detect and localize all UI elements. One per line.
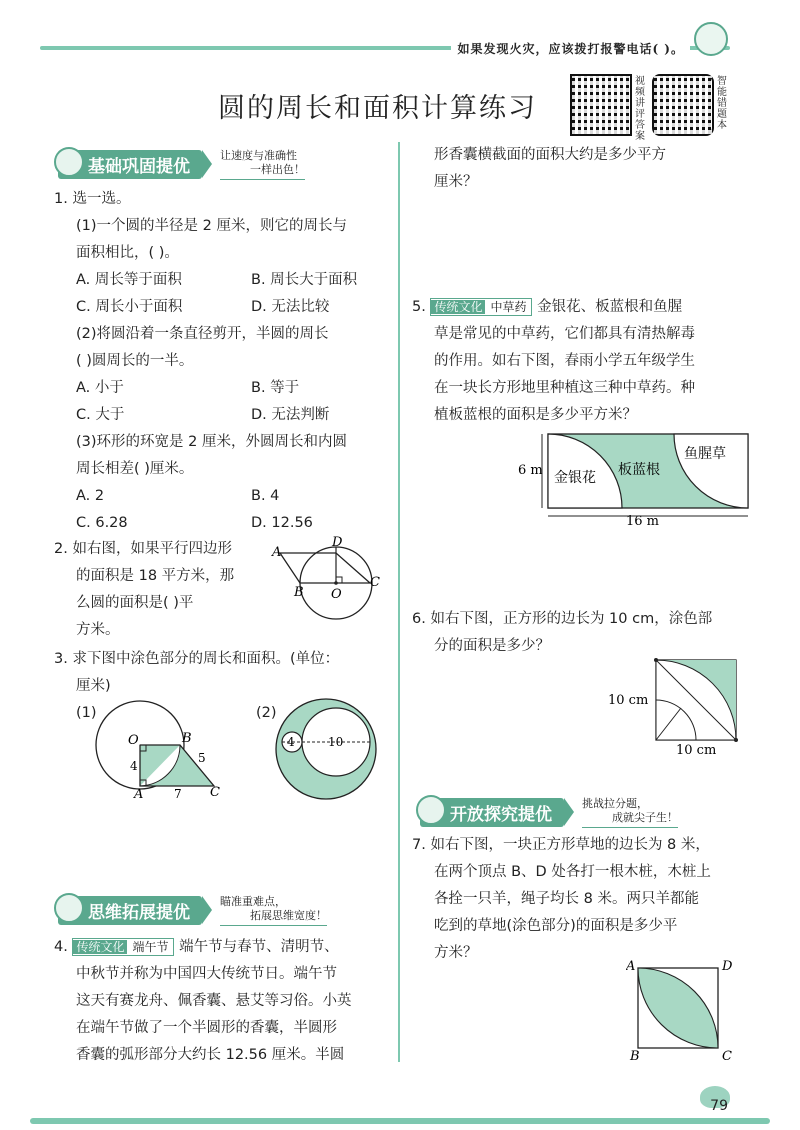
q4-tag: 传统文化 端午节 bbox=[72, 938, 174, 956]
q2-line4: 方米。 bbox=[76, 622, 120, 638]
q2-line2: 的面积是 18 平方米，那 bbox=[76, 568, 235, 584]
qr1-caption: 视频讲评答案 bbox=[635, 76, 645, 142]
q2-label-o: O bbox=[331, 587, 342, 602]
q1-p1-line1: (1)一个圆的半径是 2 厘米，则它的周长与 bbox=[76, 218, 347, 234]
q1-p3-option-c[interactable]: C. 6.28 bbox=[76, 515, 128, 531]
q2-label-d: D bbox=[332, 536, 343, 550]
q1-num: 1. bbox=[54, 191, 68, 207]
q3-fig2-label: (2) bbox=[256, 705, 277, 721]
q6-line2: 分的面积是多少？ bbox=[434, 638, 550, 654]
q1-p3-line2: 周长相差( )厘米。 bbox=[76, 461, 194, 477]
question-6 bbox=[412, 606, 752, 660]
q2-label-a: A bbox=[272, 545, 282, 560]
q6-label-width: 10 cm bbox=[676, 743, 717, 758]
qr-code-video bbox=[570, 74, 632, 136]
q3a-num-5: 5 bbox=[198, 751, 206, 765]
question-1 bbox=[54, 186, 389, 537]
q3a-num-7: 7 bbox=[174, 787, 182, 800]
q2-line3: 么圆的面积是( )平 bbox=[76, 595, 194, 611]
q1-p2-line1: (2)将圆沿着一条直径剪开，半圆的周长 bbox=[76, 326, 329, 342]
top-notice: 如果发现火灾，应该拨打报警电话( )。 bbox=[451, 40, 690, 57]
q4-continued bbox=[434, 142, 754, 196]
satellite-icon bbox=[416, 795, 446, 825]
q3b-num-4: 4 bbox=[287, 735, 295, 749]
qr-code-mistakes bbox=[652, 74, 714, 136]
column-divider bbox=[398, 142, 400, 1062]
q7-num: 7. bbox=[412, 837, 426, 853]
q5-line5: 植板蓝根的面积是多少平方米？ bbox=[434, 407, 637, 423]
target-icon bbox=[54, 147, 84, 177]
q5-label-yuxingcao: 鱼腥草 bbox=[684, 446, 726, 462]
q3-line1: 求下图中涂色部分的周长和面积。(单位： bbox=[72, 651, 340, 667]
question-3 bbox=[54, 646, 389, 700]
q1-p1-line2: 面积相比，( )。 bbox=[76, 245, 179, 261]
q4-line5: 香囊的弧形部分大约长 12.56 厘米。半圆 bbox=[76, 1047, 345, 1063]
q7-line2: 在两个顶点 B、D 处各打一根木桩，木桩上 bbox=[434, 864, 711, 880]
q4-line2: 中秋节并称为中国四大传统节日。端午节 bbox=[76, 966, 337, 982]
q7-label-c: C bbox=[722, 1049, 732, 1062]
q5-line1: 金银花、板蓝根和鱼腥 bbox=[537, 299, 683, 315]
q1-p3-option-b[interactable]: B. 4 bbox=[251, 488, 280, 504]
question-5 bbox=[412, 294, 752, 429]
q3a-label-c: C bbox=[210, 785, 220, 800]
q5-line4: 在一块长方形地里种植这三种中草药。种 bbox=[434, 380, 695, 396]
ufo-icon bbox=[54, 893, 84, 923]
q3a-num-4: 4 bbox=[130, 759, 138, 773]
q3-num: 3. bbox=[54, 651, 68, 667]
q1-p3-option-a[interactable]: A. 2 bbox=[76, 488, 105, 504]
section-open-slogan2: 成就尖子生！ bbox=[612, 810, 678, 824]
q3a-label-o: O bbox=[128, 733, 139, 748]
q1-p3-line1: (3)环形的环宽是 2 厘米，外圆周长和内圆 bbox=[76, 434, 347, 450]
q5-figure bbox=[514, 428, 764, 526]
section-open-slogan1: 挑战拉分题， bbox=[582, 796, 648, 810]
q5-line3: 的作用。如右下图，春雨小学五年级学生 bbox=[434, 353, 695, 369]
q6-label-height: 10 cm bbox=[608, 693, 649, 708]
page-title: 圆的周长和面积计算练习 bbox=[218, 93, 537, 124]
qr2-caption: 智能错题本 bbox=[717, 76, 727, 131]
q7-label-a: A bbox=[626, 959, 636, 974]
q2-figure bbox=[270, 536, 390, 626]
q4-line3: 这天有赛龙舟、佩香囊、悬艾等习俗。小英 bbox=[76, 993, 352, 1009]
q1-p1-option-b[interactable]: B. 周长大于面积 bbox=[251, 272, 358, 288]
q1-p2-option-a[interactable]: A. 小于 bbox=[76, 380, 124, 396]
bottom-rule bbox=[30, 1118, 770, 1124]
q6-line1: 如右下图，正方形的边长为 10 cm，涂色部 bbox=[430, 611, 713, 627]
q3-fig1-label: (1) bbox=[76, 705, 97, 721]
q2-label-c: C bbox=[370, 575, 380, 590]
q7-line4: 吃到的草地(涂色部分)的面积是多少平 bbox=[434, 918, 678, 934]
q2-line1: 如右图，如果平行四边形 bbox=[72, 541, 232, 557]
section-extend-header bbox=[58, 896, 327, 924]
q3-figure-1 bbox=[94, 700, 234, 800]
question-4 bbox=[54, 934, 394, 1069]
q4-line1: 端午节与春节、清明节、 bbox=[179, 939, 339, 955]
q5-label-banlangen: 板蓝根 bbox=[618, 462, 660, 478]
section-open-label: 开放探究提优 bbox=[420, 798, 564, 827]
q1-p2-option-b[interactable]: B. 等于 bbox=[251, 380, 300, 396]
q7-line3: 各拴一只羊，绳子均长 8 米。两只羊都能 bbox=[434, 891, 699, 907]
q1-p1-option-c[interactable]: C. 周长小于面积 bbox=[76, 299, 183, 315]
q7-label-b: B bbox=[630, 1049, 640, 1062]
q6-figure bbox=[608, 654, 748, 758]
q2-num: 2. bbox=[54, 541, 68, 557]
q5-label-jinyinhua: 金银花 bbox=[554, 470, 596, 486]
q7-figure bbox=[626, 956, 742, 1062]
page-number: 79 bbox=[710, 1098, 728, 1114]
q3-figure-2 bbox=[270, 694, 390, 804]
section-extend-slogan1: 瞄准重难点， bbox=[220, 894, 286, 908]
q7-label-d: D bbox=[722, 959, 733, 974]
section-open-header bbox=[420, 798, 678, 826]
q5-label-height: 6 m bbox=[518, 463, 543, 478]
q5-label-width: 16 m bbox=[626, 514, 660, 526]
q1-p1-option-d[interactable]: D. 无法比较 bbox=[251, 299, 330, 315]
q4-num: 4. bbox=[54, 939, 68, 955]
section-basic-slogan1: 让速度与准确性 bbox=[220, 148, 297, 162]
q3a-label-a: A bbox=[134, 787, 144, 800]
q6-num: 6. bbox=[412, 611, 426, 627]
q5-tag: 传统文化 中草药 bbox=[430, 298, 532, 316]
question-7 bbox=[412, 832, 757, 967]
section-basic-slogan2: 一样出色！ bbox=[250, 162, 305, 176]
q5-line2: 草是常见的中草药，它们都具有清热解毒 bbox=[434, 326, 695, 342]
q1-p2-option-d[interactable]: D. 无法判断 bbox=[251, 407, 330, 423]
q3b-num-10: 10 bbox=[328, 735, 344, 749]
q3a-label-b: B bbox=[182, 731, 192, 746]
q7-line5: 方米？ bbox=[434, 945, 478, 961]
q4-line7: 厘米？ bbox=[434, 174, 478, 190]
q7-line1: 如右下图，一块正方形草地的边长为 8 米， bbox=[430, 837, 710, 853]
q1-head: 选一选。 bbox=[72, 191, 131, 207]
q1-p2-option-c[interactable]: C. 大于 bbox=[76, 407, 125, 423]
section-extend-label: 思维拓展提优 bbox=[58, 896, 202, 925]
q4-line4: 在端午节做了一个半圆形的香囊，半圆形 bbox=[76, 1020, 337, 1036]
question-2 bbox=[54, 536, 274, 644]
q1-p3-option-d[interactable]: D. 12.56 bbox=[251, 515, 313, 531]
q1-p2-line2: ( )圆周长的一半。 bbox=[76, 353, 194, 369]
q5-num: 5. bbox=[412, 299, 426, 315]
q3-line2: 厘米) bbox=[76, 678, 111, 694]
q1-p1-option-a[interactable]: A. 周长等于面积 bbox=[76, 272, 182, 288]
section-basic-header bbox=[58, 150, 305, 178]
q4-line6: 形香囊横截面的面积大约是多少平方 bbox=[434, 147, 666, 163]
section-basic-label: 基础巩固提优 bbox=[58, 150, 202, 179]
section-extend-slogan2: 拓展思维宽度！ bbox=[250, 908, 327, 922]
robot-mascot-icon bbox=[694, 22, 728, 56]
q2-label-b: B bbox=[294, 585, 304, 600]
